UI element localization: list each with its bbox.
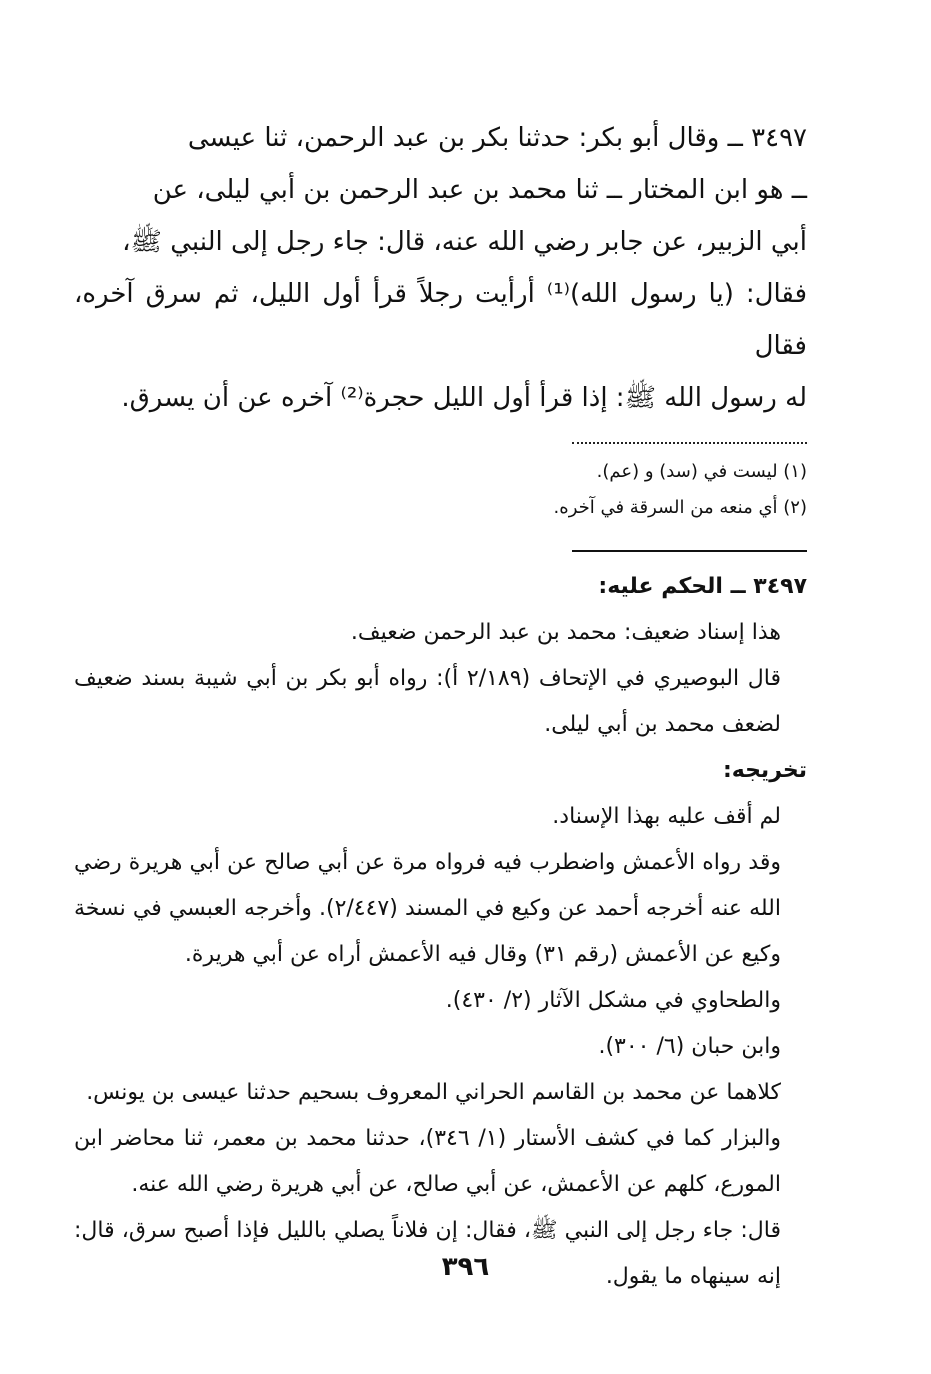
takhrij-paragraph: وابن حبان (٦/ ٣٠٠).	[598, 1034, 781, 1059]
takhrij-heading: تخريجه:	[722, 758, 807, 783]
hadith-line: أبي الزبير، عن جابر رضي الله عنه، قال: جاء رجل إلى النبي ﷺ،	[122, 227, 807, 257]
hadith-text	[74, 112, 807, 424]
hadith-line: له رسول الله ﷺ: إذا قرأ أول الليل حجرة⁽²⁾ آخره عن أن يسرق.	[121, 383, 807, 413]
page-number: ٣٩٦	[441, 1252, 490, 1282]
ruling-heading: ٣٤٩٧ ــ الحكم عليه:	[598, 574, 807, 599]
takhrij-paragraph: والبزار كما في كشف الأستار (١/ ٣٤٦)، حدثنا محمد بن معمر، ثنا محاضر ابن المورع، كلهم عن الأعمش، عن أبي صالح، عن أبي هريرة رضي الله عنه.	[74, 1126, 782, 1197]
footnote-2: (٢) أي منعه من السرقة في آخره.	[553, 497, 807, 518]
footnote-1: (١) ليست في (سد) و (عم).	[596, 461, 807, 482]
ruling-paragraph: قال البوصيري في الإتحاف (٢/١٨٩ أ): رواه أبو بكر بن أبي شيبة بسند ضعيف لضعف محمد بن أبي ليلى.	[74, 666, 781, 737]
takhrij-paragraph: كلاهما عن محمد بن القاسم الحراني المعروف بسحيم حدثنا عيسى بن يونس.	[86, 1080, 781, 1105]
ruling-section	[74, 564, 807, 1300]
hadith-line: فقال: (يا رسول الله)⁽¹⁾ أرأيت رجلاً قرأ أول الليل، ثم سرق آخره، فقال	[74, 279, 807, 361]
takhrij-paragraph: وقد رواه الأعمش واضطرب فيه فرواه مرة عن أبي صالح عن أبي هريرة رضي الله عنه أخرجه أحمد عن وكيع في المسند (٢/٤٤٧). وأخرجه العبسي في نسخة وكيع عن الأعمش (رقم ٣١) وقال فيه الأعمش أراه عن أبي هريرة.	[74, 850, 781, 967]
hadith-line: ــ هو ابن المختار ــ ثنا محمد بن عبد الرحمن بن أبي ليلى، عن	[152, 175, 807, 205]
takhrij-paragraph: والطحاوي في مشكل الآثار (٢/ ٤٣٠).	[445, 988, 781, 1013]
ruling-paragraph: هذا إسناد ضعيف: محمد بن عبد الرحمن ضعيف.	[350, 620, 781, 645]
footnote-separator	[572, 442, 807, 444]
footnotes	[74, 454, 807, 526]
hadith-line: ٣٤٩٧ ــ وقال أبو بكر: حدثنا بكر بن عبد الرحمن، ثنا عيسى	[187, 123, 807, 153]
takhrij-paragraph: قال: جاء رجل إلى النبي ﷺ، فقال: إن فلاناً يصلي بالليل فإذا أصبح سرق، قال: إنه سينهاه ما يقول.	[74, 1218, 781, 1289]
takhrij-paragraph: لم أقف عليه بهذا الإسناد.	[552, 804, 781, 829]
section-divider	[572, 550, 807, 552]
page-body	[74, 112, 807, 1300]
